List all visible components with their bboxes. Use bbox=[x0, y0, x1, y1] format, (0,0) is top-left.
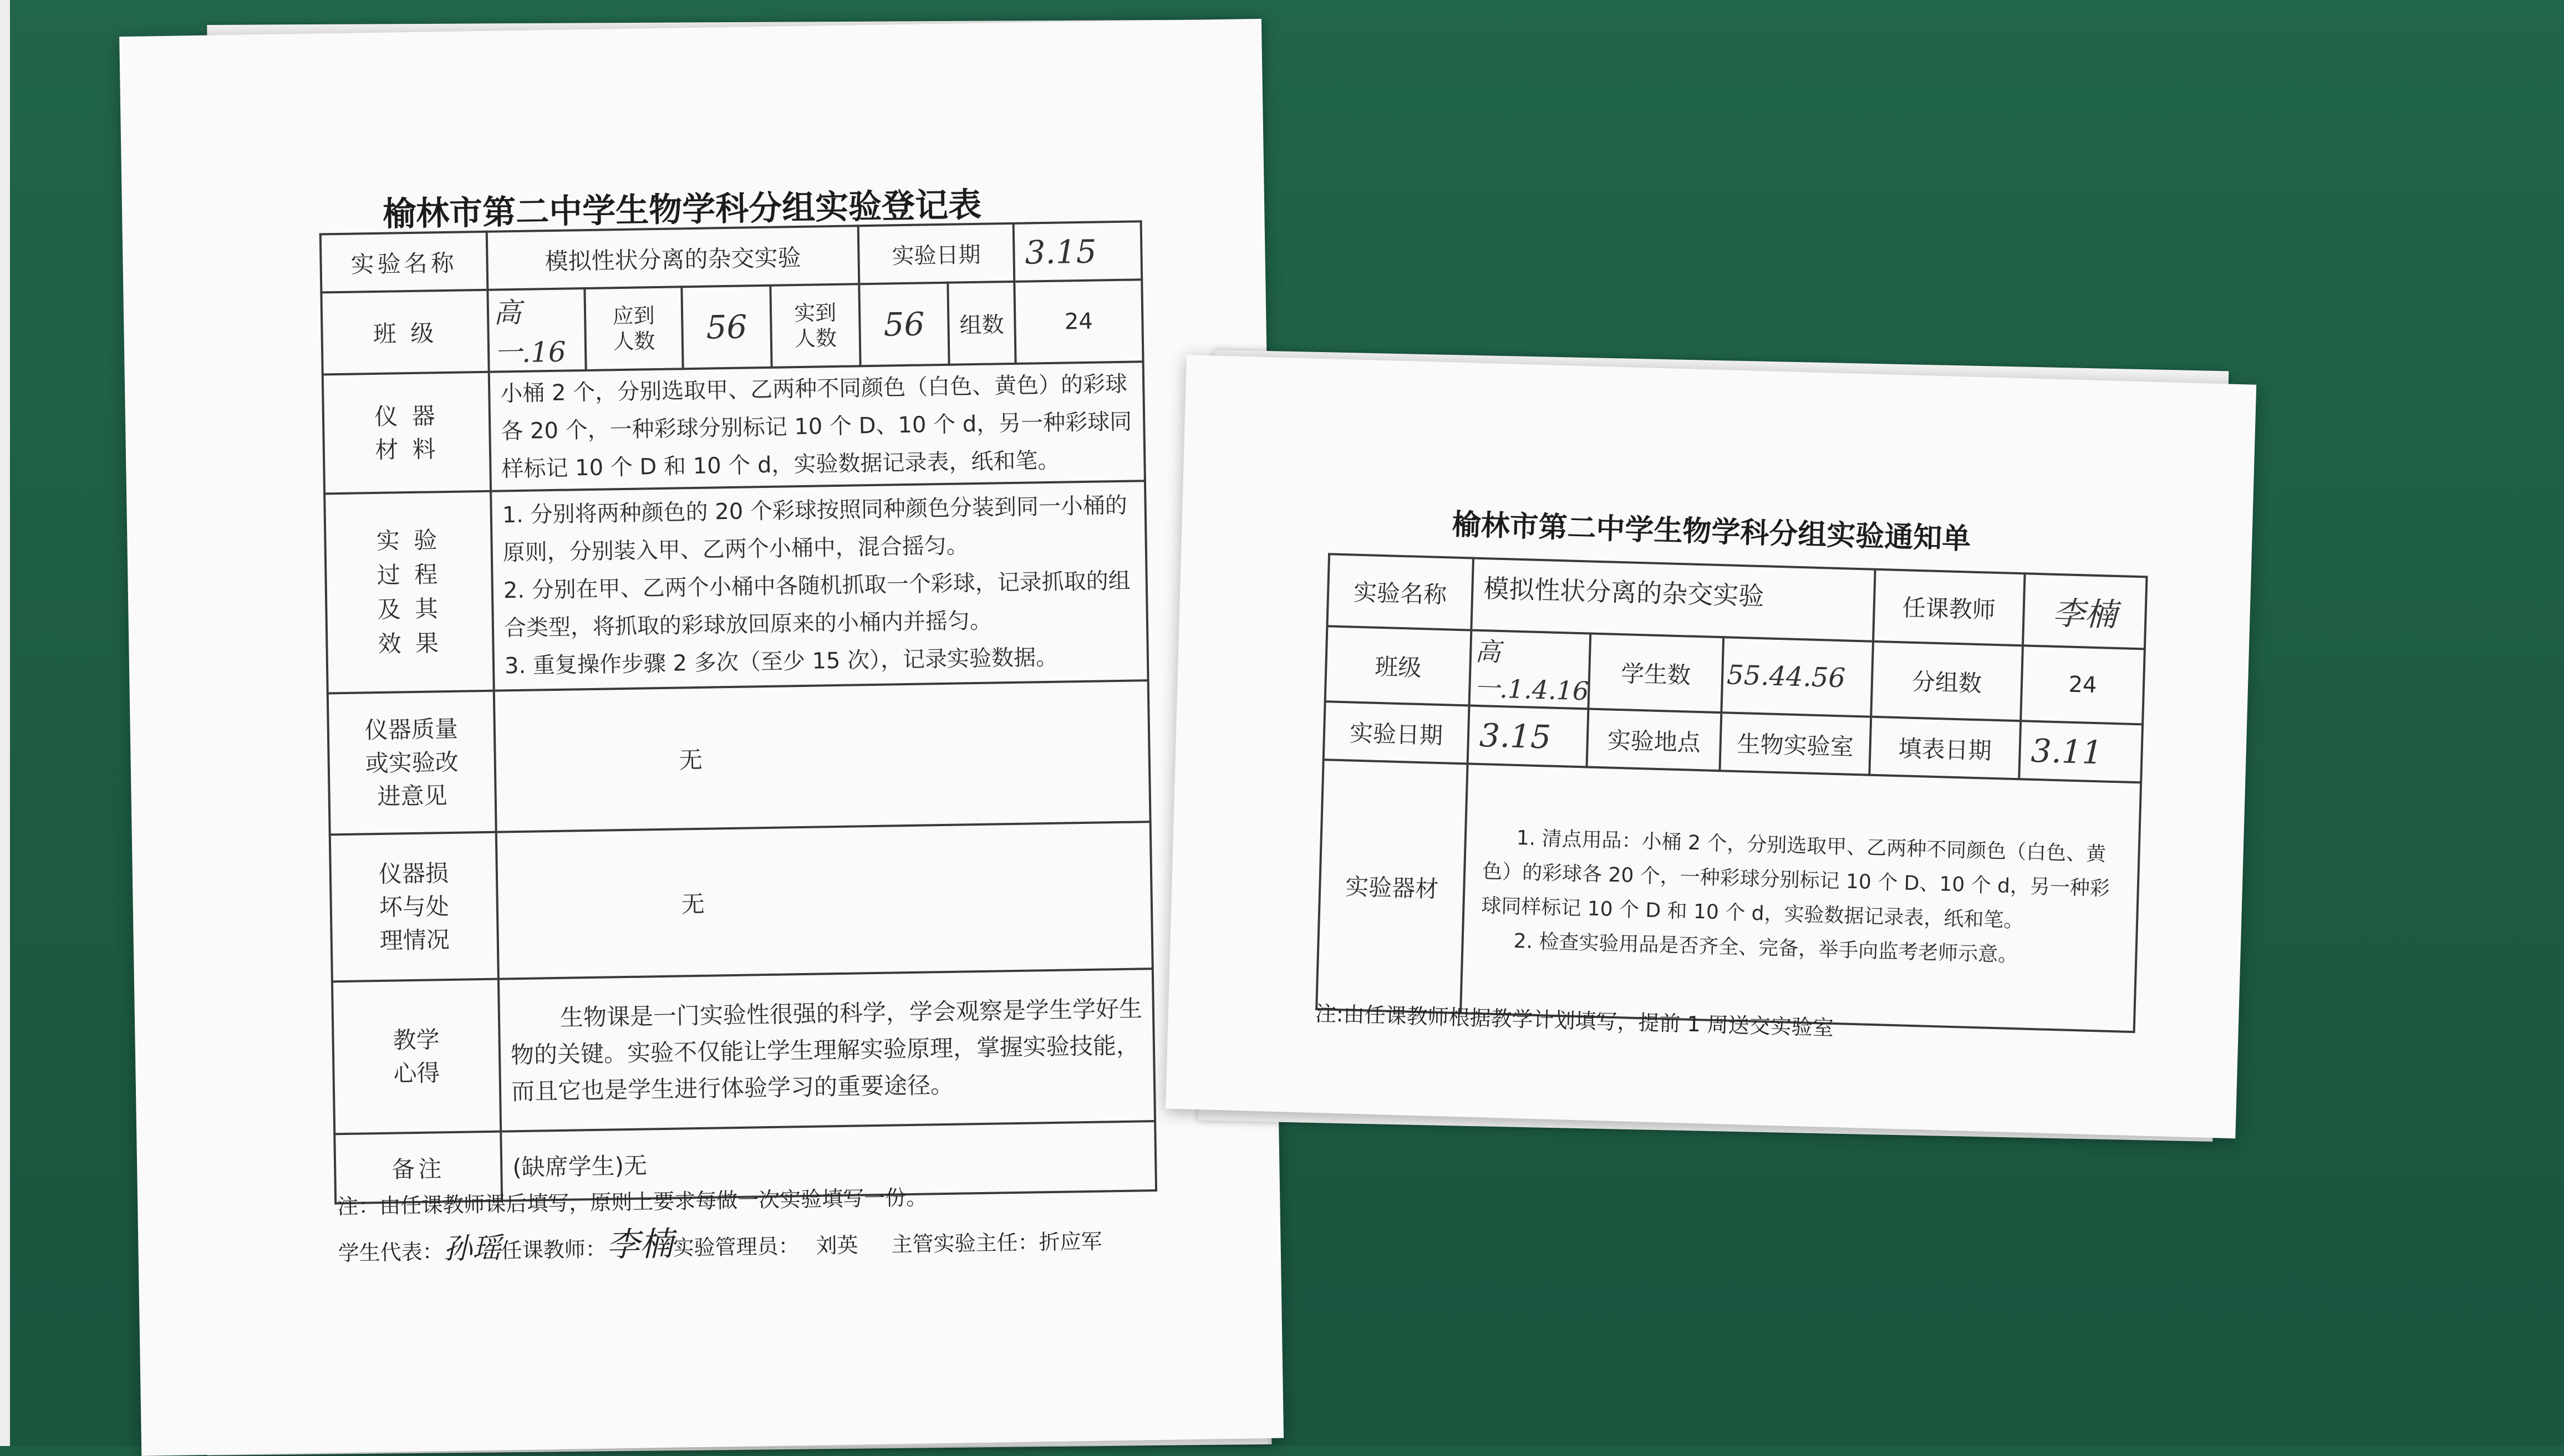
notice-value-location: 生物实验室 bbox=[1719, 712, 1871, 775]
notice-value-equipment bbox=[1461, 763, 2141, 1032]
notice-label-class: 班级 bbox=[1325, 626, 1472, 705]
notice-title: 榆林市第二中学生物学科分组实验通知单 bbox=[1451, 508, 1972, 556]
paper-edge-left bbox=[0, 0, 10, 1446]
notice-value-fill-date: 3.11 bbox=[2019, 721, 2143, 782]
notice-label-teacher: 任课教师 bbox=[1873, 569, 2025, 645]
notice-value-class: 高一.1.4.16 bbox=[1469, 630, 1591, 709]
label-admin: 实验管理员： bbox=[673, 1234, 800, 1260]
label-exp-date: 实验日期 bbox=[858, 223, 1015, 284]
value-exp-name: 模拟性状分离的杂交实验 bbox=[487, 226, 859, 290]
notice-label-location: 实验地点 bbox=[1587, 709, 1722, 771]
notice-label-students: 学生数 bbox=[1588, 634, 1723, 713]
value-reflection: 生物课是一门实验性很强的科学，学会观察是学生学好生物的关键。实验不仅能让学生理解实验原理，掌握实验技能，而且它也是学生进行体验学习的重要途径。 bbox=[498, 969, 1155, 1132]
value-damage: 无 bbox=[496, 822, 1153, 979]
value-exp-date: 3.15 bbox=[1014, 221, 1142, 282]
label-reflection: 教学心得 bbox=[332, 979, 501, 1134]
register-note: 注：由任课教师课后填写，原则上要求每做一次实验填写一份。 bbox=[337, 1185, 928, 1219]
signature-student-rep: 孙瑶 bbox=[443, 1231, 502, 1266]
value-class: 高一.16 bbox=[487, 288, 586, 372]
label-student-rep: 学生代表： bbox=[338, 1239, 444, 1266]
notice-label-exp-date: 实验日期 bbox=[1324, 701, 1469, 763]
label-damage: 仪器损坏与处理情况 bbox=[330, 832, 498, 982]
notice-table bbox=[1315, 553, 2148, 1033]
value-groups: 24 bbox=[1014, 279, 1143, 364]
register-title: 榆林市第二中学生物学科分组实验登记表 bbox=[382, 185, 982, 234]
notice-value-exp-date: 3.15 bbox=[1468, 705, 1589, 767]
notice-value-exp-name: 模拟性状分离的杂交实验 bbox=[1471, 558, 1875, 642]
label-remarks: 备注 bbox=[334, 1132, 502, 1204]
notice-label-groups: 分组数 bbox=[1871, 642, 2023, 721]
label-actual: 实到人数 bbox=[770, 284, 860, 367]
label-exp-name: 实验名称 bbox=[320, 232, 488, 293]
process-step-1: 1. 分别将两种颜色的 20 个彩球按照同种颜色分装到同一小桶的原则，分别装入甲、乙两个小桶中，混合摇匀。 bbox=[502, 492, 1128, 566]
register-signatures bbox=[338, 1211, 1102, 1271]
value-admin: 刘英 bbox=[816, 1233, 858, 1258]
label-process: 实 验 过 程 及 其 效 果 bbox=[324, 491, 494, 694]
label-materials: 仪 器 材 料 bbox=[323, 372, 491, 494]
value-process bbox=[491, 481, 1148, 690]
label-director: 主管实验主任： bbox=[891, 1230, 1039, 1257]
value-actual: 56 bbox=[859, 283, 949, 366]
label-teacher: 任课教师： bbox=[501, 1236, 607, 1263]
label-groups: 组数 bbox=[948, 282, 1015, 365]
notice-value-students: 55.44.56 bbox=[1721, 637, 1873, 716]
value-expected: 56 bbox=[681, 286, 771, 369]
notice-note: 注:由任课教师根据教学计划填写，提前 1 周送交实验室 bbox=[1315, 1001, 1834, 1041]
notice-signature-teacher: 李楠 bbox=[2023, 573, 2147, 649]
label-quality: 仪器质量或实验改进意见 bbox=[328, 691, 496, 835]
register-table bbox=[319, 220, 1157, 1204]
label-expected: 应到人数 bbox=[584, 287, 683, 370]
process-step-2: 2. 分别在甲、乙两个小桶中各随机抓取一个彩球，记录抓取的组合类型，将抓取的彩球放回原来的小桶内并摇匀。 bbox=[503, 568, 1131, 642]
notice-label-equipment: 实验器材 bbox=[1316, 760, 1467, 1013]
notice-label-exp-name: 实验名称 bbox=[1327, 554, 1473, 630]
value-director: 折应军 bbox=[1039, 1229, 1102, 1255]
signature-teacher: 李楠 bbox=[606, 1224, 674, 1265]
value-materials: 小桶 2 个，分别选取甲、乙两种不同颜色（白色、黄色）的彩球各 20 个，一种彩球分别标记 10 个 D、10 个 d，另一种彩球同样标记 10 个 D 和 10 个 d，实验数据记录表，纸和笔。 bbox=[489, 362, 1145, 491]
value-remarks: (缺席学生)无 bbox=[501, 1121, 1156, 1201]
notice-sheet bbox=[1166, 355, 2256, 1138]
process-step-3: 3. 重复操作步骤 2 多次（至少 15 次），记录实验数据。 bbox=[504, 644, 1059, 679]
notice-value-groups: 24 bbox=[2021, 645, 2145, 724]
register-sheet bbox=[119, 19, 1284, 1456]
equipment-step-1: 1. 清点用品：小桶 2 个，分别选取甲、乙两种不同颜色（白色、黄色）的彩球各 20 个，一种彩球分别标记 10 个 D、10 个 d，另一种彩球同样标记 10 个 D 和 10 个 d，实验数据记录表，纸和笔。 bbox=[1481, 826, 2110, 933]
value-quality: 无 bbox=[494, 680, 1151, 832]
equipment-step-2: 2. 检查实验用品是否齐全、完备，举手向监考老师示意。 bbox=[1513, 929, 2018, 967]
label-class: 班 级 bbox=[321, 290, 489, 375]
notice-label-fill-date: 填表日期 bbox=[1869, 717, 2021, 779]
